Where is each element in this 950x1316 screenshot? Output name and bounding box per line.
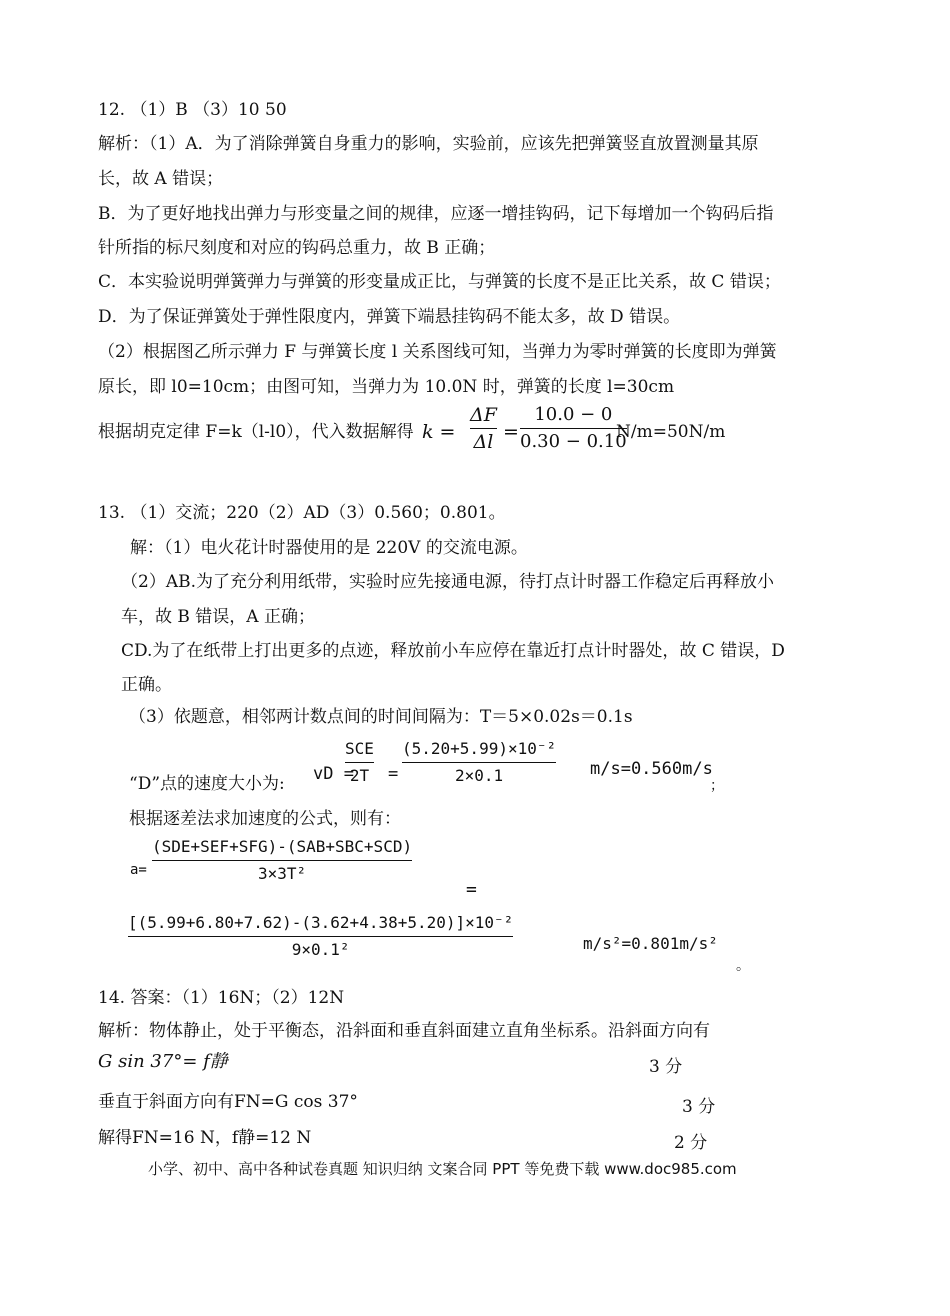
q13-vd-eq: = xyxy=(388,764,399,784)
q13-a-num: (SDE+SEF+SFG)-(SAB+SBC+SCD) xyxy=(152,837,413,856)
q13-vd-result: m/s=0.560m/s xyxy=(590,759,713,779)
q13-vd-num2: (5.20+5.99)×10⁻² xyxy=(402,739,557,758)
fraction-bar xyxy=(345,762,374,763)
q14-eq1-score: 3 分 xyxy=(649,1057,683,1077)
q14-eq2: 垂直于斜面方向有FN=G cos 37° xyxy=(98,1092,358,1112)
q13-s3-line1: CD.为了在纸带上打出更多的点迹，释放前小车应停在靠近打点计时器处，故 C 错误，D xyxy=(121,641,785,661)
q12-p2-line1: （2）根据图乙所示弹力 F 与弹簧长度 l 关系图线可知，当弹力为零时弹簧的长度即为弹簧 xyxy=(98,342,777,362)
q13-vd-num1: SCE xyxy=(345,739,374,758)
q12-b-line2: 针所指的标尺刻度和对应的钩码总重力，故 B 正确； xyxy=(98,238,496,258)
q14-analysis: 解析：物体静止，处于平衡态，沿斜面和垂直斜面建立直角坐标系。沿斜面方向有 xyxy=(98,1021,710,1041)
q14-eq3-score: 2 分 xyxy=(674,1133,708,1153)
q14-eq3: 解得FN=16 N，f静=12 N xyxy=(98,1128,312,1148)
q12-b-line1: B．为了更好地找出弹力与形变量之间的规律，应逐一增挂钩码，记下每增加一个钩码后指 xyxy=(98,204,774,224)
q13-s3-line2: 正确。 xyxy=(121,675,172,695)
q12-k-num2: 10.0 − 0 xyxy=(534,404,613,425)
q13-a-den: 3×3T² xyxy=(257,864,307,884)
q13-a-lhs: a= xyxy=(130,862,147,878)
q13-s4: （3）依题意，相邻两计数点间的时间间隔为：T＝5×0.02s＝0.1s xyxy=(129,707,633,727)
q13-vd-den2: 2×0.1 xyxy=(454,766,504,786)
q12-k-eq: = xyxy=(503,421,519,443)
q12-hooke-prefix: 根据胡克定律 F=k（l-l0），代入数据解得 xyxy=(98,422,414,442)
fraction-bar xyxy=(152,860,412,861)
q13-a2-result: m/s²=0.801m/s² xyxy=(583,934,718,953)
q12-a-line2: 长，故 A 错误； xyxy=(98,169,224,189)
q12-d-line: D．为了保证弹簧处于弹性限度内，弹簧下端悬挂钩码不能太多，故 D 错误。 xyxy=(98,307,681,327)
footer-banner: 小学、初中、高中各种试卷真题 知识归纳 文案合同 PPT 等免费下载 www.doc985.com xyxy=(148,1160,737,1178)
q13-vd-den1: 2T xyxy=(349,766,370,786)
q14-answer: 14. 答案：（1）16N；（2）12N xyxy=(98,988,345,1008)
q13-a2-den: 9×0.1² xyxy=(291,940,350,960)
fraction-bar xyxy=(520,428,627,429)
q13-s2-line2: 车，故 B 错误，A 正确； xyxy=(121,607,315,627)
q14-eq2-score: 3 分 xyxy=(682,1097,716,1117)
q13-vd-label: “D”点的速度大小为: xyxy=(129,774,285,794)
q13-vd-end: ； xyxy=(710,778,724,794)
q13-a2-end: 。 xyxy=(736,958,750,974)
q12-k-frac2 xyxy=(520,404,627,453)
q13-s2-line1: （2）AB.为了充分利用纸带，实验时应先接通电源，待打点计时器工作稳定后再释放小 xyxy=(121,572,774,592)
q14-eq1: G sin 37°= f静 xyxy=(98,1051,228,1072)
q12-c-line: C．本实验说明弹簧弹力与弹簧的形变量成正比，与弹簧的长度不是正比关系，故 C 错误； xyxy=(98,272,781,292)
fraction-bar xyxy=(402,762,556,763)
q12-p2-line2: 原长，即 l0=10cm；由图可知，当弹力为 10.0N 时，弹簧的长度 l=30cm xyxy=(98,377,675,397)
q12-k-den2: 0.30 − 0.10 xyxy=(520,431,627,453)
q13-vd-frac1 xyxy=(345,738,374,787)
fraction-bar xyxy=(128,936,513,937)
q12-k-result: N/m=50N/m xyxy=(616,422,726,442)
q13-vd-lhs: vD = xyxy=(313,764,354,784)
q13-s1: 解：（1）电火花计时器使用的是 220V 的交流电源。 xyxy=(130,538,528,558)
q13-a-frac xyxy=(152,836,412,885)
q13-a2-num: [(5.99+6.80+7.62)-(3.62+4.38+5.20)]×10⁻² xyxy=(128,913,514,932)
q13-acc-intro: 根据逐差法求加速度的公式，则有： xyxy=(129,809,401,829)
q12-k-num1: ΔF xyxy=(470,404,497,426)
q12-k-frac1 xyxy=(470,404,497,453)
q13-answer: 13. （1）交流；220（2）AD（3）0.560；0.801。 xyxy=(98,503,506,523)
q13-a-eq: = xyxy=(466,879,477,900)
fraction-bar xyxy=(470,428,497,429)
q13-vd-frac2 xyxy=(402,738,556,787)
q12-answer: 12. （1）B （3）10 50 xyxy=(98,100,287,120)
q12-k-den1: Δl xyxy=(473,431,494,454)
q12-a-line1: 解析：（1）A．为了消除弹簧自身重力的影响，实验前，应该先把弹簧竖直放置测量其原 xyxy=(98,134,759,154)
q12-k-lhs: k = xyxy=(422,421,456,443)
q13-a2-frac xyxy=(128,912,513,961)
